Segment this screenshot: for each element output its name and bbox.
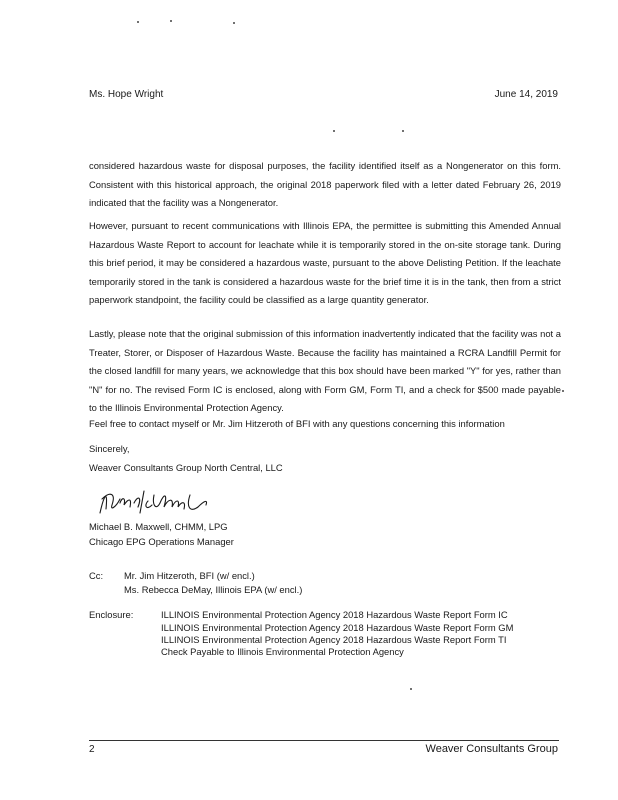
enclosure-item: ILLINOIS Environmental Protection Agency 2018 Hazardous Waste Report Form TI [161,634,507,645]
cc-recipient: Ms. Rebecca DeMay, Illinois EPA (w/ encl.) [124,584,303,595]
footer-divider [89,740,559,741]
body-paragraph-1: considered hazardous waste for disposal purposes, the facility identified itself as a Nongenerator on this form. Consistent with this historical approach, the original 2018 paperwork filed with a letter dated February 26, 2019 indicated that the facility was a Nongenerator. [89,160,561,208]
scan-speck [233,22,235,24]
scan-speck [137,21,139,23]
enclosure-item: ILLINOIS Environmental Protection Agency 2018 Hazardous Waste Report Form IC [161,609,508,620]
enclosure-item: Check Payable to Illinois Environmental Protection Agency [161,646,404,657]
cc-label: Cc: [89,570,104,581]
body-paragraph-4: Feel free to contact myself or Mr. Jim Hitzeroth of BFI with any questions concerning this information [89,418,505,429]
enclosure-label: Enclosure: [89,609,134,620]
signer-name: Michael B. Maxwell, CHMM, LPG [89,521,228,532]
body-paragraph-3: Lastly, please note that the original submission of this information inadvertently indicated that the facility was not a Treater, Storer, or Disposer of Hazardous Waste. Because the facility has maintained a RCRA Landfill Permit for the closed landfill for many years, we acknowledge that this box should have been marked "Y" for yes, rather than "N" for no. The revised Form IC is enclosed, along with Form GM, Form TI, and a check for $500 made payable to the Illinois Environmental Protection Agency. [89,328,561,413]
closing-salutation: Sincerely, [89,443,130,454]
handwritten-signature [94,485,214,519]
cc-recipient: Mr. Jim Hitzeroth, BFI (w/ encl.) [124,570,255,581]
letter-date: June 14, 2019 [494,89,558,100]
closing-company: Weaver Consultants Group North Central, LLC [89,462,283,473]
scan-speck [170,20,172,22]
body-paragraph-2: However, pursuant to recent communications with Illinois EPA, the permittee is submitting this Amended Annual Hazardous Waste Report to account for leachate while it is temporarily stored in the on-site storage tank. During this brief period, it may be considered a hazardous waste, pursuant to the above Delisting Petition. If the leachate temporarily stored in the tank is considered a hazardous waste for the brief time it is in the tank, then from a strict paperwork standpoint, the facility could be classified as a large quantity generator. [89,220,561,305]
scan-speck [402,130,404,132]
enclosure-item: ILLINOIS Environmental Protection Agency 2018 Hazardous Waste Report Form GM [161,622,514,633]
scan-speck [562,390,564,392]
recipient-header: Ms. Hope Wright [89,89,164,100]
scan-speck [410,688,412,690]
scan-speck [333,130,335,132]
footer-company: Weaver Consultants Group [425,743,558,755]
footer-page-number: 2 [89,744,95,755]
signer-title: Chicago EPG Operations Manager [89,536,234,547]
